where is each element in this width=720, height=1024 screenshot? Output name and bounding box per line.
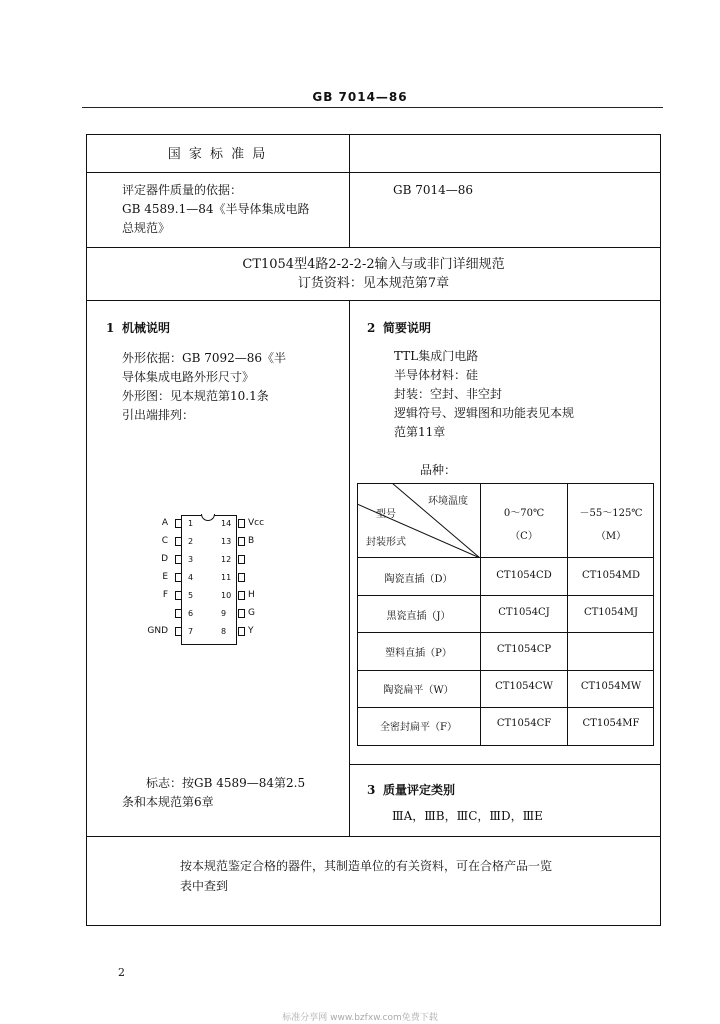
logic-symbol-ref: 逻辑符号、逻辑图和功能表见本规 bbox=[394, 406, 575, 420]
table-row-part: CT1054MJ bbox=[583, 607, 639, 618]
frame-line bbox=[86, 300, 661, 301]
table-row-part: CT1054CF bbox=[496, 718, 552, 729]
frame-divider bbox=[349, 300, 350, 836]
frame-line bbox=[349, 764, 661, 765]
pin-1: A 1 bbox=[161, 518, 194, 528]
pin-14: 14 Vcc bbox=[221, 518, 265, 528]
pin-8: 8 Y bbox=[221, 626, 254, 636]
table-row-pkg: 塑料直插（P） bbox=[385, 648, 452, 659]
basis-line-3: 总规范》 bbox=[122, 221, 171, 235]
table-row-divider bbox=[357, 707, 654, 708]
table-row-divider bbox=[357, 595, 654, 596]
pin-4: E 4 bbox=[162, 572, 194, 582]
table-row-pkg: 全密封扁平（F） bbox=[380, 722, 457, 733]
pin-arrangement-label: 引出端排列： bbox=[122, 408, 195, 422]
section-1-number: 1 bbox=[106, 321, 115, 335]
watermark: 标准分享网 www.bzfxw.com免费下载 bbox=[282, 1013, 438, 1023]
table-row-part: CT1054MW bbox=[580, 681, 642, 692]
outline-basis-cont: 导体集成电路外形尺寸》 bbox=[122, 370, 255, 384]
document-code-header: GB 7014—86 bbox=[312, 90, 408, 104]
section-2-number: 2 bbox=[367, 321, 376, 335]
pin-5: F 5 bbox=[162, 590, 194, 600]
table-row-part: CT1054MD bbox=[581, 570, 641, 581]
quality-categories: ⅢA，ⅢB，ⅢC，ⅢD，ⅢE bbox=[392, 809, 543, 823]
pin-10: 10 H bbox=[221, 590, 255, 600]
col-military-range: －55～125℃ bbox=[579, 508, 643, 519]
page-number: 2 bbox=[118, 966, 125, 979]
section-2-heading: 简要说明 bbox=[383, 321, 432, 335]
frame-line bbox=[86, 836, 661, 837]
section-1-heading: 机械说明 bbox=[122, 321, 171, 335]
table-row-part: CT1054CD bbox=[496, 570, 552, 581]
section-3-heading: 质量评定类别 bbox=[383, 783, 456, 797]
table-row-pkg: 陶瓷直插（D） bbox=[384, 574, 453, 585]
ordering-info: 订货资料：见本规范第7章 bbox=[297, 276, 450, 291]
table-row-part: CT1054CW bbox=[495, 681, 553, 692]
pin-6: 6 bbox=[140, 608, 190, 620]
authority-name: 国 家 标 准 局 bbox=[167, 147, 268, 162]
package-type: 封装：空封、非空封 bbox=[394, 387, 503, 401]
bottom-note-line-2: 表中查到 bbox=[180, 879, 229, 893]
basis-line-2: GB 4589.1—84《半导体集成电路 bbox=[122, 202, 310, 216]
frame-line bbox=[86, 247, 661, 248]
corner-model: 型号 bbox=[376, 509, 396, 520]
table-row-divider bbox=[357, 670, 654, 671]
table-row-part: CT1054CJ bbox=[498, 607, 550, 618]
table-row-pkg: 黑瓷直插（J） bbox=[386, 611, 451, 622]
pin-3: D 3 bbox=[161, 554, 194, 564]
corner-package: 封装形式 bbox=[366, 537, 406, 548]
pin-13: 13 B bbox=[221, 536, 255, 546]
table-row-pkg: 陶瓷扁平（W） bbox=[383, 685, 454, 696]
header-rule bbox=[82, 107, 663, 108]
circuit-type: TTL集成门电路 bbox=[394, 349, 479, 363]
spec-title: CT1054型4路2-2-2-2输入与或非门详细规范 bbox=[242, 257, 505, 272]
semiconductor-material: 半导体材料：硅 bbox=[394, 368, 479, 382]
marking-line-2: 条和本规范第6章 bbox=[122, 795, 214, 809]
corner-env-temp: 环境温度 bbox=[428, 496, 468, 507]
table-row-part: CT1054CP bbox=[496, 644, 552, 655]
col-commercial-range: 0～70℃ bbox=[503, 508, 545, 519]
frame-line bbox=[86, 172, 661, 173]
outline-drawing: 外形图：见本规范第10.1条 bbox=[122, 389, 269, 403]
pin-9: 9 G bbox=[221, 608, 255, 618]
pin-2: C 2 bbox=[161, 536, 194, 546]
section-3-number: 3 bbox=[367, 783, 376, 797]
variety-label: 品种： bbox=[420, 463, 457, 477]
logic-symbol-ref-cont: 范第11章 bbox=[394, 425, 446, 439]
frame-divider bbox=[349, 134, 350, 247]
pin-12: 12 bbox=[220, 554, 280, 566]
pin-11: 11 bbox=[220, 572, 280, 584]
standard-code: GB 7014—86 bbox=[393, 183, 474, 197]
table-row-part: CT1054MF bbox=[582, 718, 640, 729]
basis-line-1: 评定器件质量的依据： bbox=[122, 183, 243, 197]
table-row-divider bbox=[357, 632, 654, 633]
outline-basis: 外形依据：GB 7092—86《半 bbox=[122, 351, 287, 365]
marking-line-1: 标志：按GB 4589—84第2.5 bbox=[146, 776, 306, 790]
pin-7: GND 7 bbox=[147, 626, 194, 636]
col-commercial-code: （C） bbox=[510, 531, 538, 542]
col-military-code: （M） bbox=[595, 531, 627, 542]
bottom-note-line-1: 按本规范鉴定合格的器件，其制造单位的有关资料，可在合格产品一览 bbox=[180, 859, 553, 873]
